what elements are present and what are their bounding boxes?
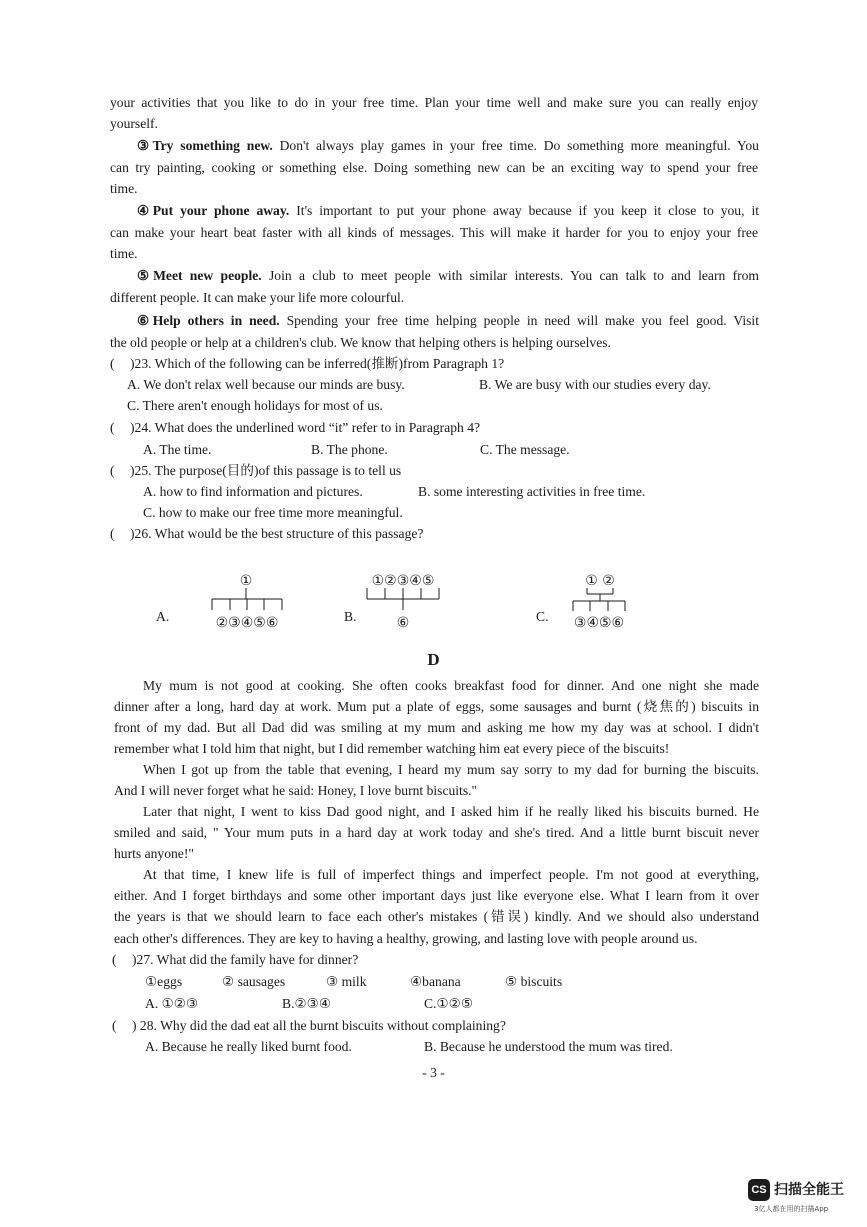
passage-d-p3-line: hurts anyone!" [114, 846, 194, 861]
option-c: C. There aren't enough holidays for most of us. [127, 398, 383, 413]
option-a: A. how to find information and pictures. [143, 484, 363, 499]
structure-diagram-a [200, 568, 300, 636]
question-28 [112, 1016, 506, 1036]
paragraph-5-text: Join a club to meet people with similar interests. You can talk to and learn from [261, 268, 760, 283]
passage-d-p2-line: When I got up from the table that evening, I heard my mum say sorry to my dad for burning the biscuits. [143, 762, 759, 777]
paragraph-6-line1 [137, 311, 759, 331]
answer-blank[interactable]: ( [110, 463, 115, 478]
question-stem: )26. What would be the best structure of this passage? [130, 526, 424, 541]
answer-blank[interactable]: ( [112, 1018, 117, 1033]
diagram-b-bottom-label: ⑥ [396, 615, 410, 631]
question-24 [110, 418, 480, 438]
passage-d-p4-line: each other's differences. They are key to having a healthy, growing, and lasting love with people around us. [114, 931, 698, 946]
passage-d-p1-line: dinner after a long, hard day at work. Mum put a plate of eggs, some sausages and burnt (烧焦的) biscuits in [114, 699, 759, 714]
diagram-b-top-label: ①②③④⑤ [371, 573, 435, 589]
paragraph-6-line2: the old people or help at a children's club. We know that helping others is helping ourselves. [110, 335, 611, 350]
question-26 [110, 524, 423, 544]
answer-blank[interactable]: ( [110, 356, 115, 371]
diagram-a-top-label: ① [239, 573, 253, 589]
option-b: B.②③④ [282, 996, 332, 1011]
paragraph-3-text: Don't always play games in your free time. Do something more meaningful. You [272, 138, 759, 153]
paragraph-3-heading: ③Try something new. [137, 138, 273, 153]
diagram-c-letter: C. [536, 609, 549, 624]
paragraph-6-heading: ⑥Help others in need. [137, 313, 280, 328]
option-a: A. Because he really liked burnt food. [145, 1039, 352, 1054]
question-stem: ) 28. Why did the dad eat all the burnt biscuits without complaining? [132, 1018, 506, 1033]
diagram-a-bottom-label: ②③④⑤⑥ [215, 615, 279, 631]
option-b: B. The phone. [311, 442, 388, 457]
paragraph-4-text: It's important to put your phone away because if you keep it close to you, it [289, 203, 759, 218]
passage-d-p1-line: remember what I told him that night, but I did remember watching him eat every piece of the biscuits! [114, 741, 670, 756]
passage-line: your activities that you like to do in your free time. Plan your time well and make sure you can really enjoy [110, 95, 758, 110]
paragraph-4-line3: time. [110, 246, 138, 261]
option-c: C.①②⑤ [424, 996, 474, 1011]
passage-d-p3-line: Later that night, I went to kiss Dad good night, and I asked him if he really liked his biscuits burned. He [143, 804, 759, 819]
question-stem: )24. What does the underlined word “it” refer to in Paragraph 4? [130, 420, 481, 435]
diagram-c-top-label: ① ② [585, 573, 615, 589]
page-number: - 3 - [422, 1065, 445, 1080]
logo-app-name: 扫描全能王 [774, 1182, 844, 1198]
diagram-a-letter: A. [156, 609, 170, 624]
option-a: A. We don't relax well because our minds are busy. [127, 377, 405, 392]
structure-diagram-c [560, 568, 640, 636]
food-item: ⑤ biscuits [505, 974, 563, 989]
passage-d-p1-line: My mum is not good at cooking. She often cooks breakfast food for dinner. And one night she made [143, 678, 759, 693]
passage-line: yourself. [110, 116, 158, 131]
food-item: ③ milk [326, 974, 367, 989]
passage-d-p2-line: And I will never forget what he said: Honey, I love burnt biscuits." [114, 783, 478, 798]
structure-diagram-b [355, 568, 455, 636]
option-c: C. The message. [480, 442, 570, 457]
option-c: C. how to make our free time more meaningful. [143, 505, 403, 520]
cs-logo-icon: CS [748, 1179, 770, 1201]
passage-d-p4-line: At that time, I knew life is full of imperfect things and imperfect people. I'm not good at everything, [143, 867, 759, 882]
section-d-heading: D [427, 650, 440, 669]
passage-d-p4-line: the years is that we should learn to face each other's mistakes (错误) kindly. And we should also understand [114, 909, 759, 924]
paragraph-5-line1 [137, 266, 759, 286]
paragraph-4-heading: ④Put your phone away. [137, 203, 290, 218]
food-item: ①eggs [145, 974, 183, 989]
answer-blank[interactable]: ( [112, 952, 117, 967]
paragraph-3-line3: time. [110, 181, 138, 196]
paragraph-4-line2: can make your heart beat faster with all kinds of messages. This will make it harder for you to enjoy your free [110, 225, 758, 240]
paragraph-3-line2: can try painting, cooking or something else. Doing something new can be an exciting way to spend your free [110, 160, 758, 175]
passage-d-p4-line: either. And I forget birthdays and some other important days just like everyone else. What I learn from it over [114, 888, 759, 903]
paragraph-6-text: Spending your free time helping people in need will make you feel good. Visit [279, 313, 759, 328]
diagram-c-bottom-label: ③④⑤⑥ [573, 615, 625, 631]
scanner-app-logo [748, 1177, 858, 1217]
option-b: B. Because he understood the mum was tired. [424, 1039, 673, 1054]
question-stem: )27. What did the family have for dinner? [132, 952, 359, 967]
logo-tagline: 3亿人都在用的扫描App [754, 1205, 829, 1213]
question-27 [112, 950, 358, 970]
option-b: B. We are busy with our studies every day. [479, 377, 711, 392]
option-b: B. some interesting activities in free time. [418, 484, 646, 499]
question-25 [110, 461, 401, 481]
diagram-b-letter: B. [344, 609, 357, 624]
food-item: ② sausages [222, 974, 286, 989]
passage-d-p3-line: smiled and said, " Your mum puts in a hard day at work today and she's tired. And a little burnt biscuit never [114, 825, 759, 840]
paragraph-5-heading: ⑤Meet new people. [137, 268, 262, 283]
passage-d-p1-line: front of my dad. But all Dad did was smiling at my mum and asking me how my day was at school. I didn't [114, 720, 759, 735]
question-23 [110, 354, 504, 374]
food-item: ④banana [410, 974, 461, 989]
question-stem: )23. Which of the following can be inferred(推断)from Paragraph 1? [130, 356, 505, 371]
answer-blank[interactable]: ( [110, 420, 115, 435]
option-a: A. ①②③ [145, 996, 199, 1011]
paragraph-4-line1 [137, 201, 759, 221]
question-stem: )25. The purpose(目的)of this passage is to tell us [130, 463, 402, 478]
answer-blank[interactable]: ( [110, 526, 115, 541]
paragraph-3-line1 [137, 136, 759, 156]
paragraph-5-line2: different people. It can make your life more colourful. [110, 290, 405, 305]
option-a: A. The time. [143, 442, 212, 457]
